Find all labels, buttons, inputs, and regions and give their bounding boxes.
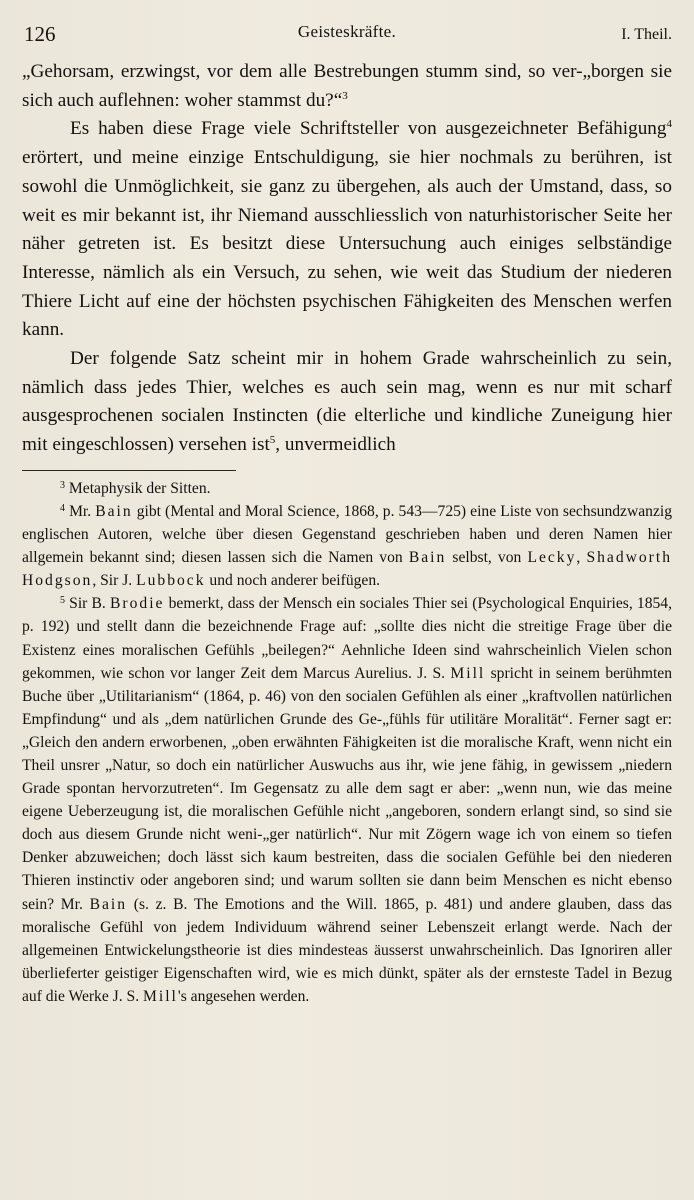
footnote-5: $^5$ Sir B. Brodie bemerkt, dass der Mensch ein sociales Thier sei (Psychological Enquiries, 1854, p. 192) und stellt dann die bezeichnende Frage auf: „sollte dies nicht die streitige Frage über die Existenz eines moralischen Gefühls „beilegen?“ Aehnliche Ideen sind wahrscheinlich Vielen schon gekommen, wie schon vor langer Zeit dem Marcus Aurelius. J. S. Mill spricht in seinem berühmten Buche über „Utilitarianism“ (1864, p. 46) von den socialen Gefühlen als einer „kraftvollen natürlichen Empfindung“ und als „dem natürlichen Grunde des Ge-„fühls für utilitäre Moralität“. Ferner sagt er: „Gleich den andern erworbenen, „oben erwähnten Fähigkeiten ist die moralische Kraft, wenn nicht ein Theil unsrer „Natur, so doch ein natürlicher Auswuchs aus ihr, wie jene fähig, in gewissem „niedern Grade spontan hervorzutreten“. Im Gegensatz zu alle dem sagt er aber: „wenn nun, wie das meine eigene Ueberzeugung ist, die moralischen Gefühle nicht „angeboren, sondern erlangt sind, so sind sie doch aus diesem Grunde nicht weni-„ger natürlich“. Nur mit Zögern wage ich von einem so tiefen Denker abzuweichen; doch lässt sich kaum bestreiten, dass die socialen Gefühle bei den niederen Thieren instinctiv oder angeboren sind; und warum sollten sie dann beim Menschen es nicht ebenso sein? Mr. Bain (s. z. B. The Emotions and the Will. 1865, p. 481) und andere glauben, dass das moralische Gefühl von jedem Individuum während seiner Lebenszeit erlangt werde. Nach der allgemeinen Entwickelungstheorie ist dies mindesteas äusserst unwahrscheinlich. Das Ignoriren aller überlieferter geistiger Eigenschaften wird, wie es mich dünkt, später als der ernsteste Tadel in Bezug auf die Werke J. S. Mill's angesehen werden. — [22, 595, 672, 1005]
paragraph-question: Es haben diese Frage viele Schriftsteller von ausgezeichneter Befähigung$^4$ erörtert, und meine einzige Entschuldigung, sie hier nochmals zu berühren, ist sowohl die Unmöglichkeit, sie ganz zu übergehen, als auch der Umstand, dass, so weit es mir bekannt ist, ihr Niemand ausschliesslich von naturhistorischer Seite her näher getreten ist. Es besitzt diese Untersuchung auch einiges selbständige Interesse, nämlich als ein Versuch, zu sehen, wie weit das Studium der niederen Thiere Licht auf eine der höchsten psychischen Fähigkeiten des Menschen werfen kann. — [22, 118, 672, 341]
paragraph-quote: „Gehorsam, erzwingst, vor dem alle Bestrebungen stumm sind, so ver-„borgen sie sich auch auflehnen: woher stammst du?“$^3$ — [22, 61, 672, 111]
footnote-ref-4: 4 — [666, 118, 672, 131]
running-title: Geisteskräfte. — [297, 22, 397, 41]
footnote-divider — [22, 470, 236, 471]
paragraph-thesis: Der folgende Satz scheint mir in hohem Grade wahrscheinlich zu sein, nämlich dass jedes Thier, welches es auch sein mag, wenn es nur mit scharf ausgesprochenen socialen Instincten (die elterliche und kindliche Zuneigung hier mit eingeschlossen) versehen ist$^5$, unvermeidlich — [22, 348, 672, 456]
footnote-4: $^4$ Mr. Bain gibt (Mental and Moral Science, 1868, p. 543—725) eine Liste von sechsundzwanzig englischen Autoren, welche über diesen Gegenstand geschrieben haben und deren Namen hier allgemein bekannt sind; diesen lassen sich die Namen von Bain selbst, von Lecky, Shadworth Hodgson, Sir J. Lubbock und noch anderer beifügen. — [22, 502, 673, 590]
footnotes — [22, 477, 672, 1008]
main-text — [22, 58, 672, 460]
footnote-3: $^3$ Metaphysik der Sitten. — [60, 479, 211, 497]
footnote-ref-3: 3 — [342, 89, 348, 102]
running-header — [22, 22, 672, 58]
footnote-ref-5: 5 — [269, 434, 276, 447]
page-number: 126 — [24, 22, 56, 46]
part-label: I. Theil. — [621, 26, 672, 43]
